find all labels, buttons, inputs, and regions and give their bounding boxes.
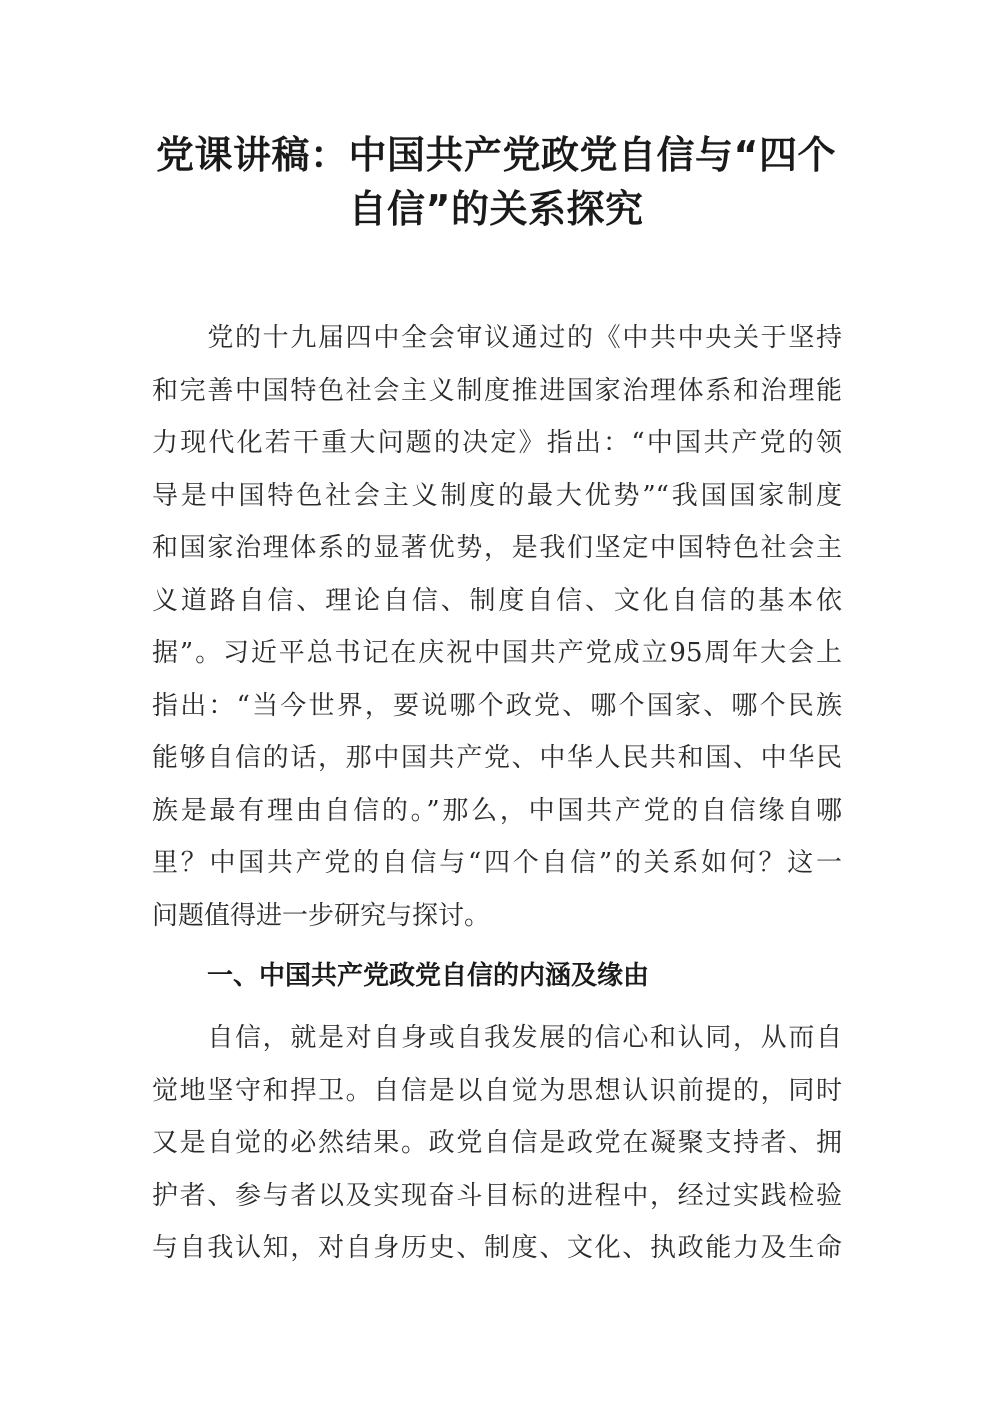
text-line: 和完善中国特色社会主义制度推进国家治理体系和治理能 [152, 375, 842, 406]
text-line: 党的十九届四中全会审议通过的《中共中央关于坚持 [152, 323, 842, 353]
text-line: 觉地坚守和捍卫。自信是以自觉为思想认识前提的，同时 [152, 1075, 842, 1106]
title-line-2: 自信”的关系探究 [348, 187, 644, 231]
title-line-1: 党课讲稿：中国共产党政党自信与“四个 [156, 133, 836, 177]
text-line: 问题值得进一步研究与探讨。 [152, 900, 491, 931]
intro-paragraph [152, 312, 842, 942]
text-line: 里？中国共产党的自信与“四个自信”的关系如何？这一 [152, 848, 842, 878]
text-line: 导是中国特色社会主义制度的最大优势”“我国国家制度 [152, 480, 842, 511]
text-line: 自信，就是对自身或自我发展的信心和认同，从而自 [152, 1023, 842, 1053]
text-line: 族是最有理由自信的。”那么，中国共产党的自信缘自哪 [152, 795, 842, 826]
text-line: 能够自信的话，那中国共产党、中华人民共和国、中华民 [152, 743, 842, 773]
text-line: 力现代化若干重大问题的决定》指出：“中国共产党的领 [152, 428, 842, 458]
text-line: 指出：“当今世界，要说哪个政党、哪个国家、哪个民族 [152, 690, 842, 721]
text-line: 和国家治理体系的显著优势，是我们坚定中国特色社会主 [152, 533, 842, 563]
section-1-paragraph [152, 1012, 842, 1275]
section-heading: 一、中国共产党政党自信的内涵及缘由 [207, 961, 650, 991]
text-line: 与自我认知，对自身历史、制度、文化、执政能力及生命 [152, 1233, 842, 1263]
text-line: 又是自觉的必然结果。政党自信是政党在凝聚支持者、拥 [152, 1128, 842, 1158]
text-line: 护者、参与者以及实现奋斗目标的进程中，经过实践检验 [152, 1180, 842, 1211]
document-title [150, 128, 842, 236]
text-line: 据”。习近平总书记在庆祝中国共产党成立95周年大会上 [152, 638, 842, 668]
text-line: 义道路自信、理论自信、制度自信、文化自信的基本依 [152, 585, 842, 616]
